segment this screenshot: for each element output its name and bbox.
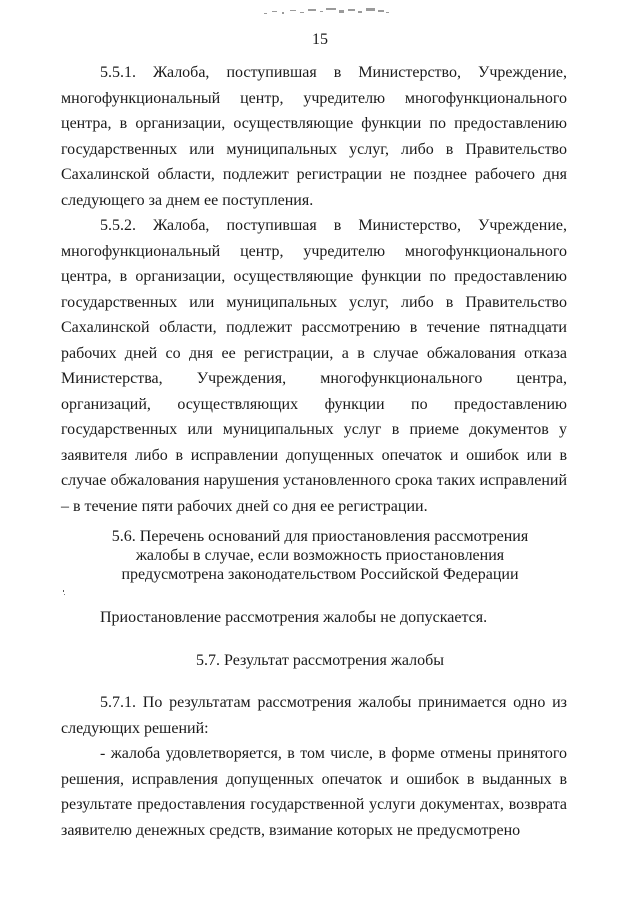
paragraph-5-7-1: 5.7.1. По результатам рассмотрения жалобы принимается одно из следующих решений: [61, 694, 567, 737]
section-5-5 [61, 60, 567, 519]
suspension-statement [61, 605, 567, 631]
paragraph-suspension: Приостановление рассмотрения жалобы не допускается. [100, 609, 488, 626]
heading-5-6-line-2: жалобы в случае, если возможность приостановления [135, 547, 505, 564]
heading-5-6 [0, 527, 640, 584]
scan-speck [62, 590, 66, 596]
heading-5-6-line-3: предусмотрена законодательством Российской Федерации [121, 566, 519, 583]
list-item-decision-1: - жалоба удовлетворяется, в том числе, в форме отмены принятого решения, исправления допущенных опечаток и ошибок в выданных в результате предоставления государственной услуги документах, возврата заявителю денежных средств, взимание которых не предусмотрено [61, 745, 567, 839]
paragraph-5-5-2: 5.5.2. Жалоба, поступившая в Министерство, Учреждение, многофункциональный центр, учредителю многофункционального центра, в организации, осуществляющие функции по предоставлению государственных или муниципальных услуг, либо в Правительство Сахалинской области, подлежит рассмотрению в течение пятнадцати рабочих дней со дня ее регистрации, а в случае обжалования отказа Министерства, Учреждения, многофункционального центра, организаций, осуществляющих функции по предоставлению государственных или муниципальных услуг в приеме документов у заявителя либо в исправлении допущенных опечаток и ошибок или в случае обжалования нарушения установленного срока таких исправлений – в течение пяти рабочих дней со дня ее регистрации. [61, 217, 567, 515]
section-5-7 [61, 690, 567, 843]
page-number: 15 [312, 31, 328, 48]
paragraph-5-5-1: 5.5.1. Жалоба, поступившая в Министерство, Учреждение, многофункциональный центр, учредителю многофункционального центра, в организации, осуществляющие функции по предоставлению государственных или муниципальных услуг, либо в Правительство Сахалинской области, подлежит регистрации не позднее рабочего дня следующего за днем ее поступления. [61, 64, 567, 209]
scan-artifact [262, 6, 392, 18]
heading-5-6-line-1: 5.6. Перечень оснований для приостановления рассмотрения [111, 528, 529, 545]
heading-5-7: 5.7. Результат рассмотрения жалобы [196, 652, 444, 669]
